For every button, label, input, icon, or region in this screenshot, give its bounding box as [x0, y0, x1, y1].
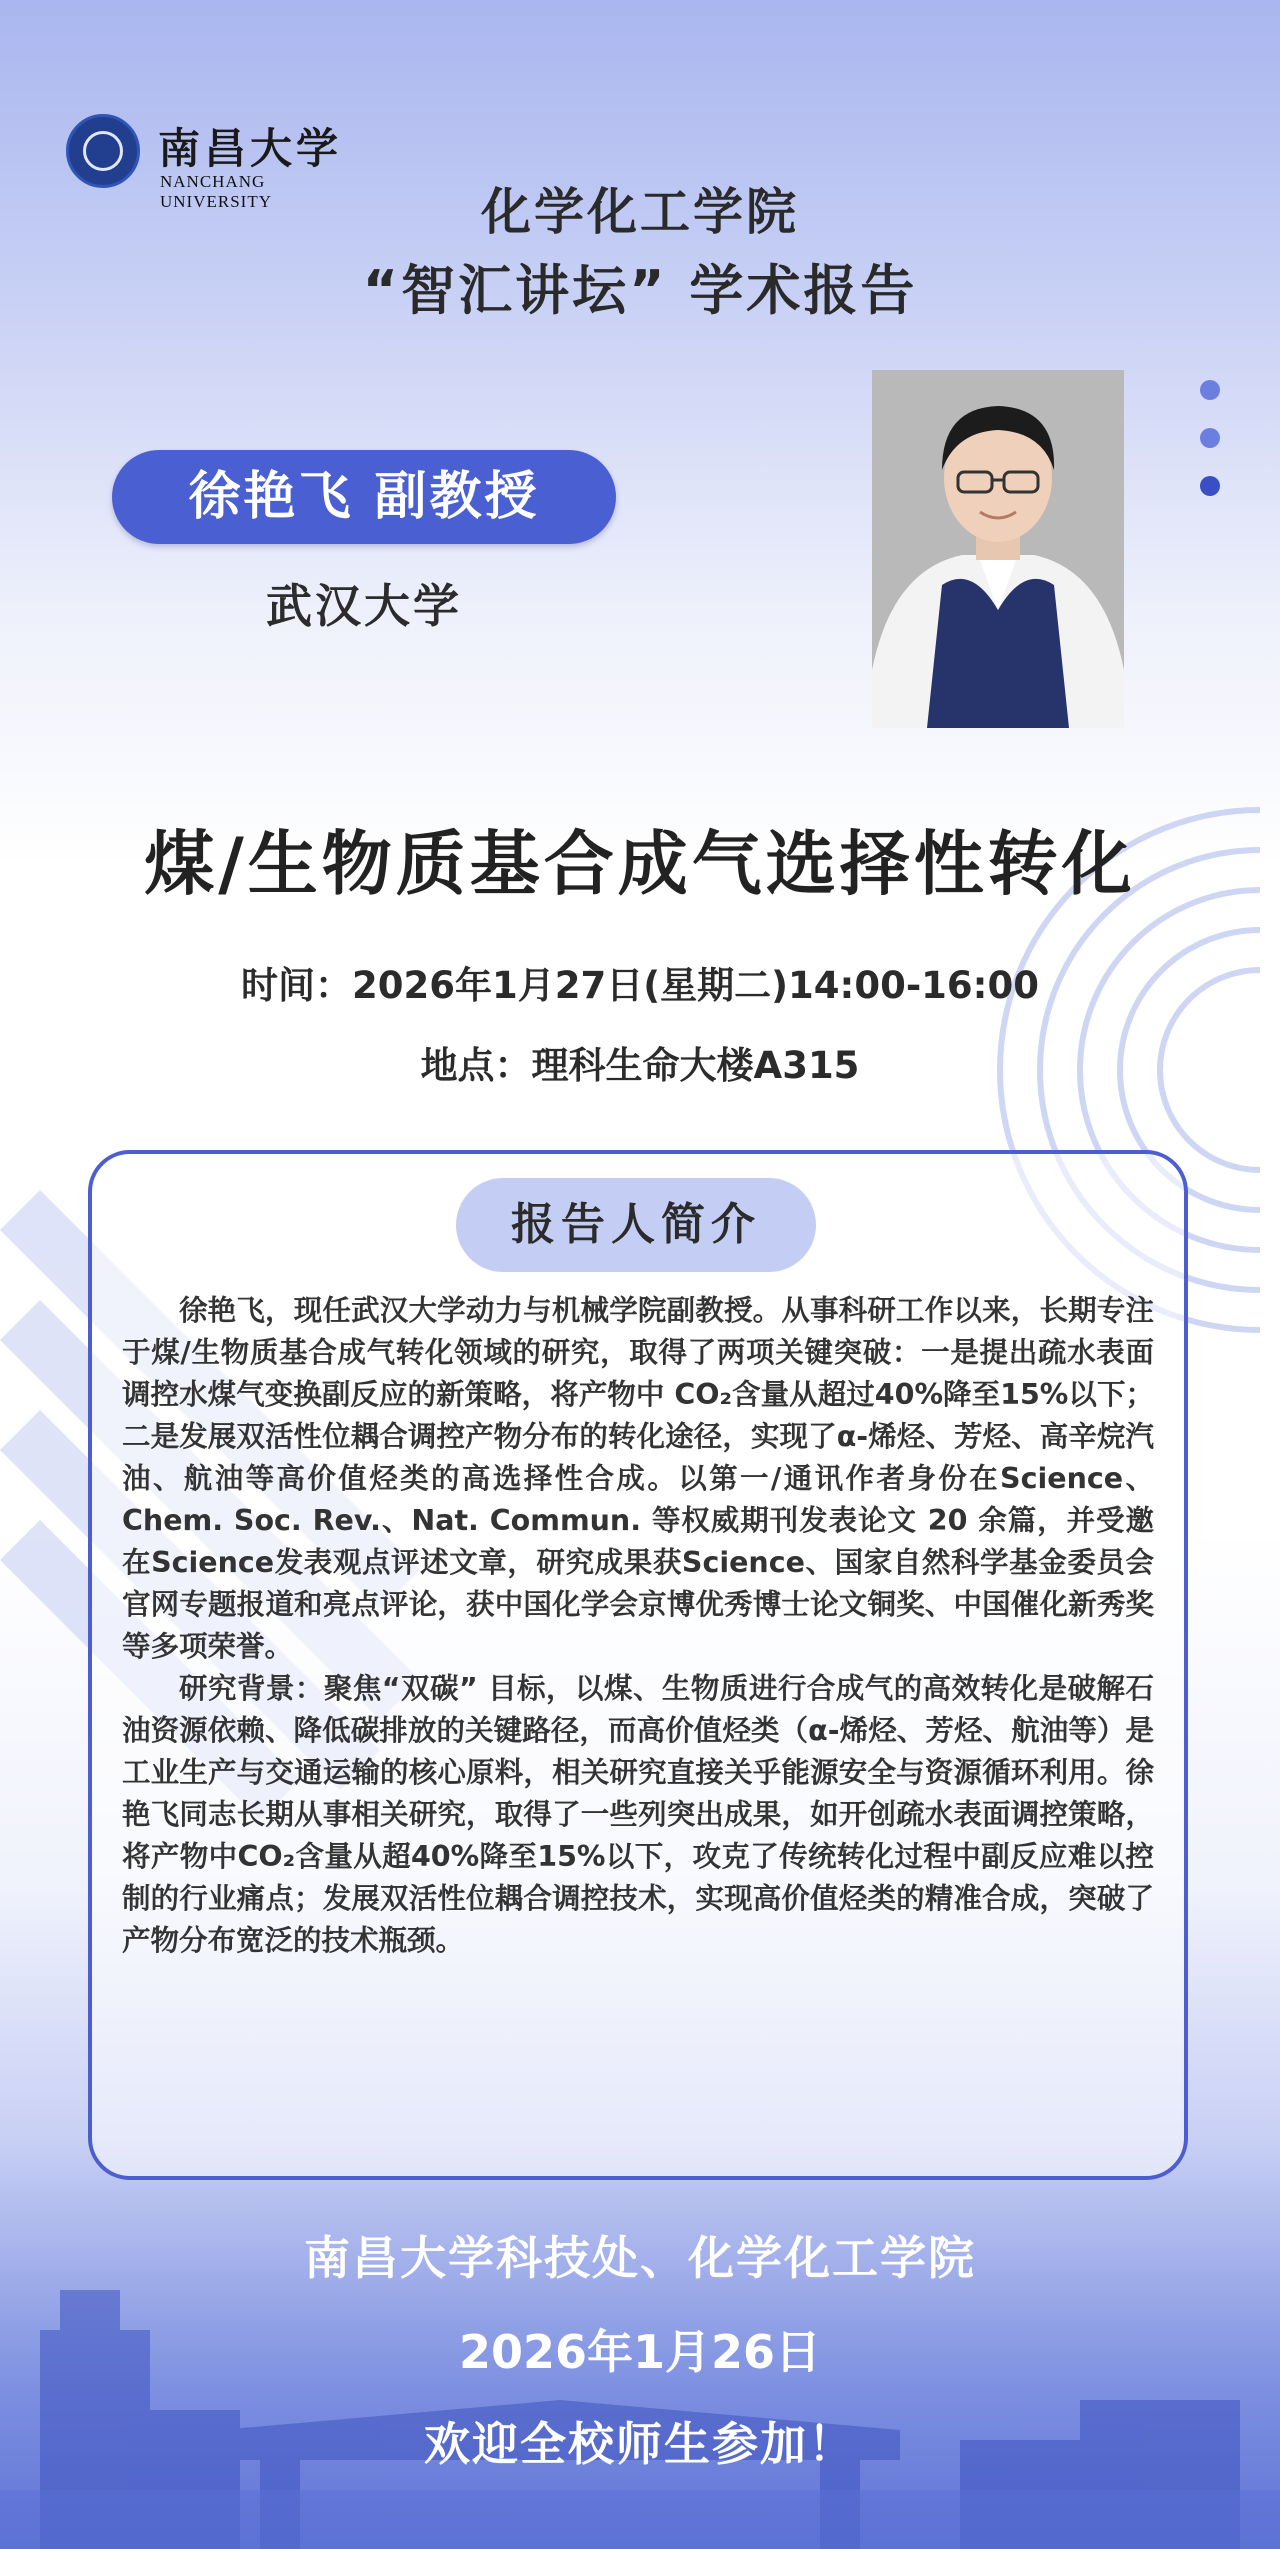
speaker-intro-heading: 报告人简介 [456, 1178, 816, 1272]
welcome-message: 欢迎全校师生参加！ [424, 2417, 856, 2471]
talk-place: 地点：理科生命大楼A315 [420, 1044, 860, 1087]
organizer: 南昌大学科技处、化学化工学院 [304, 2231, 976, 2285]
person-portrait-icon [872, 370, 1124, 728]
issue-date: 2026年1月26日 [458, 2325, 822, 2379]
talk-title: 煤/生物质基合成气选择性转化 [144, 823, 1136, 905]
university-name-cn: 南昌大学 [158, 124, 343, 173]
talk-time: 时间：2026年1月27日(星期二)14:00-16:00 [241, 964, 1039, 1007]
decorative-dot [1200, 476, 1220, 496]
speaker-intro-text [122, 1290, 1154, 1962]
decorative-dot [1200, 380, 1220, 400]
speaker-affiliation: 武汉大学 [266, 579, 462, 633]
lecture-series-title: “智汇讲坛” 学术报告 [362, 259, 918, 322]
university-name-en: NANCHANG UNIVERSITY [160, 172, 272, 211]
decorative-dot [1200, 428, 1220, 448]
intro-paragraph-1: 徐艳飞，现任武汉大学动力与机械学院副教授。从事科研工作以来，长期专注于煤/生物质基合成气转化领域的研究，取得了两项关键突破：一是提出疏水表面调控水煤气变换副反应的新策略，将产物中 CO₂含量从超过40%降至15%以下；二是发展双活性位耦合调控产物分布的转化途径，实现了α-烯烃、芳烃、高辛烷汽油、航油等高价值烃类的高选择性合成。以第一/通讯作者身份在Science、Chem. Soc. Rev.、Nat. Commun. 等权威期刊发表论文 20 余篇，并受邀在Science发表观点评述文章，研究成果获Science、国家自然科学基金委员会官网专题报道和亮点评论，获中国化学会京博优秀博士论文铜奖、中国催化新秀奖等多项荣誉。 [122, 1294, 1154, 1663]
speaker-name-badge: 徐艳飞 副教授 [112, 450, 616, 544]
intro-paragraph-2: 研究背景：聚焦“双碳” 目标，以煤、生物质进行合成气的高效转化是破解石油资源依赖、降低碳排放的关键路径，而高价值烃类（α-烯烃、芳烃、航油等）是工业生产与交通运输的核心原料，相关研究直接关乎能源安全与资源循环利用。徐艳飞同志长期从事相关研究，取得了一些列突出成果，如开创疏水表面调控策略，将产物中CO₂含量从超40%降至15%以下，攻克了传统转化过程中副反应难以控制的行业痛点；发展双活性位耦合调控技术，实现高价值烃类的精准合成，突破了产物分布宽泛的技术瓶颈。 [122, 1672, 1154, 1957]
college-title: 化学化工学院 [481, 183, 799, 241]
speaker-photo [872, 370, 1124, 728]
